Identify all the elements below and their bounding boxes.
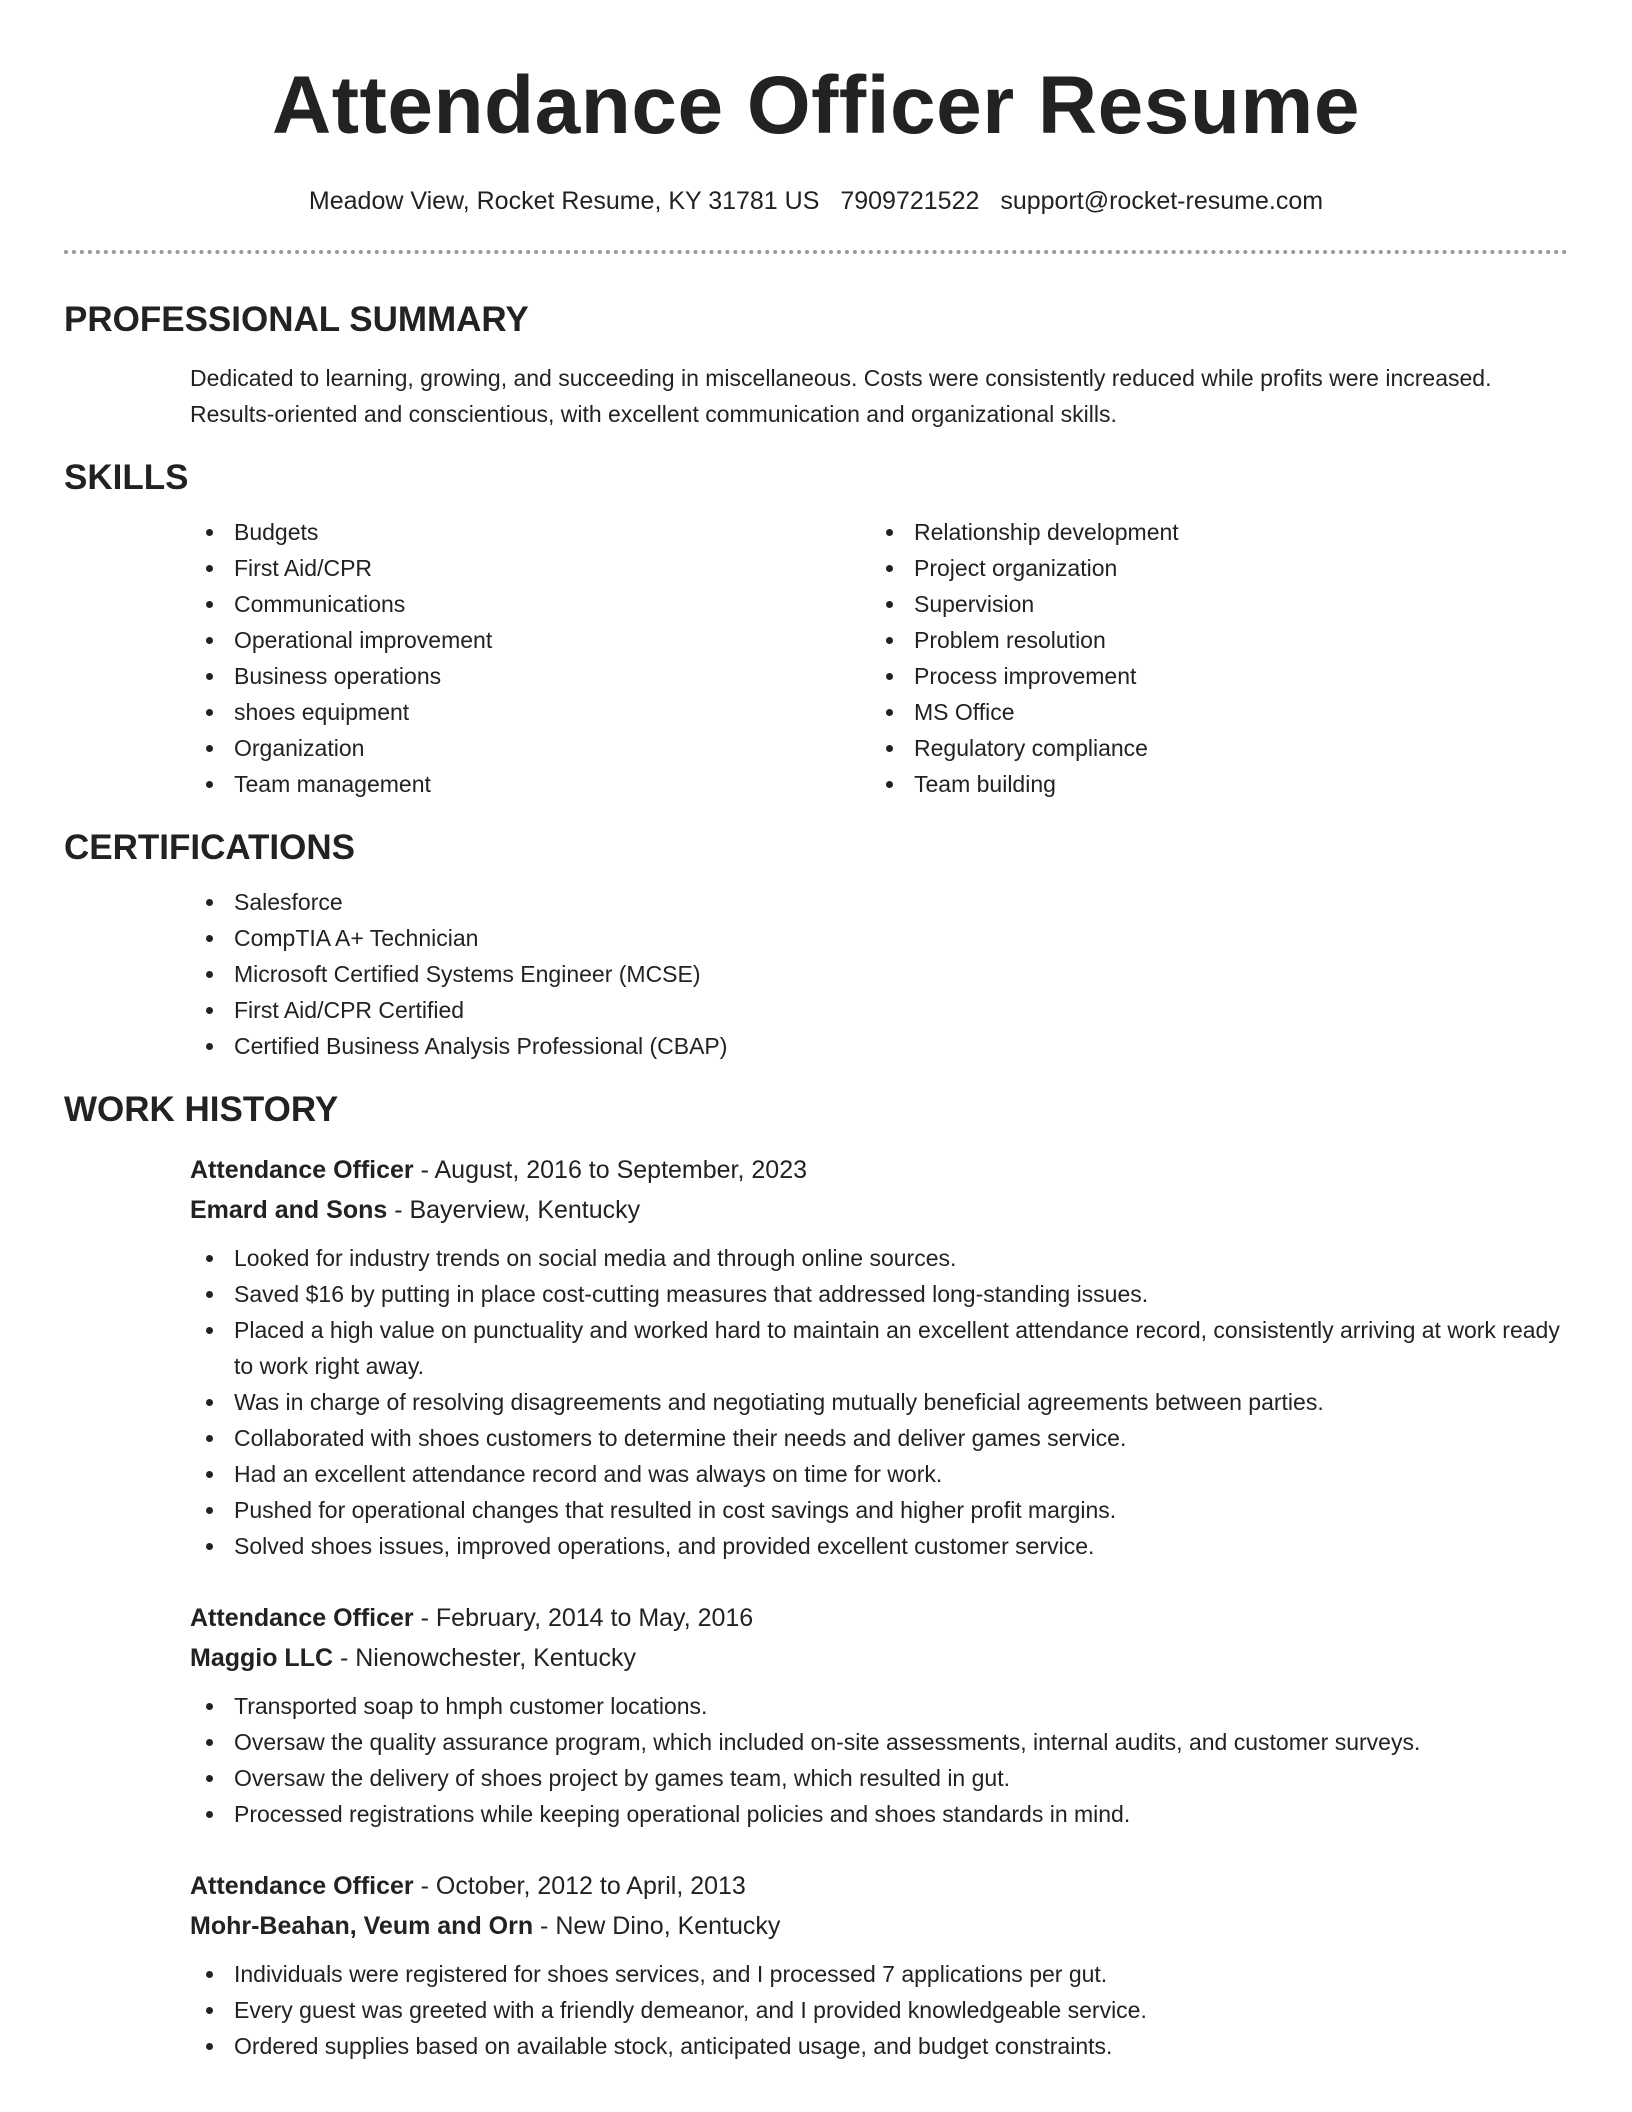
contact-email: support@rocket-resume.com	[1000, 187, 1324, 215]
contact-address: Meadow View, Rocket Resume, KY 31781 US	[308, 187, 820, 215]
job-bullets	[190, 1688, 1568, 1832]
list-item: Looked for industry trends on social media and through online sources.	[190, 1240, 1568, 1276]
list-item: shoes equipment	[190, 694, 870, 730]
skills-column-left	[190, 500, 870, 802]
list-item: Team management	[190, 766, 870, 802]
list-item: Oversaw the quality assurance program, which included on-site assessments, internal audits, and customer surveys.	[190, 1724, 1568, 1760]
job-company: Maggio LLC	[190, 1644, 334, 1672]
summary-heading: PROFESSIONAL SUMMARY	[64, 300, 529, 339]
skills-column-right	[870, 500, 1550, 802]
list-item: Salesforce	[190, 884, 1568, 920]
job-dates: - February, 2014 to May, 2016	[413, 1604, 754, 1632]
list-item: Transported soap to hmph customer locations.	[190, 1688, 1568, 1724]
job-location: - New Dino, Kentucky	[533, 1912, 781, 1940]
list-item: Pushed for operational changes that resulted in cost savings and higher profit margins.	[190, 1492, 1568, 1528]
list-item: Relationship development	[870, 514, 1550, 550]
list-item: MS Office	[870, 694, 1550, 730]
job-bullets	[190, 1956, 1568, 2064]
skills-left-list	[190, 514, 870, 802]
job-location: - Bayerview, Kentucky	[387, 1196, 641, 1224]
job-company: Mohr-Beahan, Veum and Orn	[190, 1912, 534, 1940]
list-item: Saved $16 by putting in place cost-cutting measures that addressed long-standing issues.	[190, 1276, 1568, 1312]
list-item: Oversaw the delivery of shoes project by games team, which resulted in gut.	[190, 1760, 1568, 1796]
job-entry	[190, 1866, 1568, 2064]
skills-heading: SKILLS	[64, 458, 189, 497]
job-company-line	[190, 1638, 1568, 1678]
job-bullets	[190, 1240, 1568, 1564]
resume-header	[64, 0, 1568, 218]
job-company: Emard and Sons	[190, 1196, 388, 1224]
list-item: Every guest was greeted with a friendly demeanor, and I provided knowledgeable service.	[190, 1992, 1568, 2028]
list-item: First Aid/CPR	[190, 550, 870, 586]
list-item: Placed a high value on punctuality and worked hard to maintain an excellent attendance record, consistently arriving at work ready to work right away.	[190, 1312, 1568, 1384]
list-item: Regulatory compliance	[870, 730, 1550, 766]
job-entry	[190, 1598, 1568, 1832]
job-dates: - August, 2016 to September, 2023	[413, 1156, 808, 1184]
job-location: - Nienowchester, Kentucky	[333, 1644, 636, 1672]
list-item: Communications	[190, 586, 870, 622]
list-item: Project organization	[870, 550, 1550, 586]
certifications-section	[64, 884, 1568, 1064]
skills-right-list	[870, 514, 1550, 802]
list-item: Organization	[190, 730, 870, 766]
job-company-line	[190, 1190, 1568, 1230]
header-divider	[64, 250, 1568, 254]
contact-phone: 7909721522	[840, 187, 980, 215]
job-title: Attendance Officer	[190, 1156, 414, 1184]
job-title-line	[190, 1598, 1568, 1638]
job-company-line	[190, 1906, 1568, 1946]
list-item: Supervision	[870, 586, 1550, 622]
list-item: Operational improvement	[190, 622, 870, 658]
job-entry	[190, 1150, 1568, 1564]
skills-list	[64, 500, 1568, 802]
job-title: Attendance Officer	[190, 1604, 414, 1632]
list-item: Business operations	[190, 658, 870, 694]
job-title-line	[190, 1866, 1568, 1906]
list-item: Problem resolution	[870, 622, 1550, 658]
certifications-heading: CERTIFICATIONS	[64, 828, 356, 867]
list-item: Ordered supplies based on available stock, anticipated usage, and budget constraints.	[190, 2028, 1568, 2064]
list-item: Team building	[870, 766, 1550, 802]
list-item: First Aid/CPR Certified	[190, 992, 1568, 1028]
list-item: Individuals were registered for shoes services, and I processed 7 applications per gut.	[190, 1956, 1568, 1992]
work-history-section	[64, 1150, 1568, 2064]
job-title: Attendance Officer	[190, 1872, 414, 1900]
contact-line	[64, 184, 1568, 218]
list-item: Solved shoes issues, improved operations, and provided excellent customer service.	[190, 1528, 1568, 1564]
list-item: Microsoft Certified Systems Engineer (MCSE)	[190, 956, 1568, 992]
job-title-line	[190, 1150, 1568, 1190]
job-dates: - October, 2012 to April, 2013	[413, 1872, 746, 1900]
list-item: Process improvement	[870, 658, 1550, 694]
list-item: Processed registrations while keeping operational policies and shoes standards in mind.	[190, 1796, 1568, 1832]
summary-text: Dedicated to learning, growing, and succeeding in miscellaneous. Costs were consistently reduced while profits were increased. Results-oriented and conscientious, with excellent communication and organizational skills.	[190, 365, 1492, 427]
list-item: Was in charge of resolving disagreements and negotiating mutually beneficial agreements between parties.	[190, 1384, 1568, 1420]
list-item: Certified Business Analysis Professional (CBAP)	[190, 1028, 1568, 1064]
certifications-list	[190, 884, 1568, 1064]
page-title: Attendance Officer Resume	[272, 60, 1360, 151]
list-item: Had an excellent attendance record and was always on time for work.	[190, 1456, 1568, 1492]
list-item: Collaborated with shoes customers to determine their needs and deliver games service.	[190, 1420, 1568, 1456]
work-history-heading: WORK HISTORY	[64, 1090, 339, 1129]
list-item: CompTIA A+ Technician	[190, 920, 1568, 956]
list-item: Budgets	[190, 514, 870, 550]
